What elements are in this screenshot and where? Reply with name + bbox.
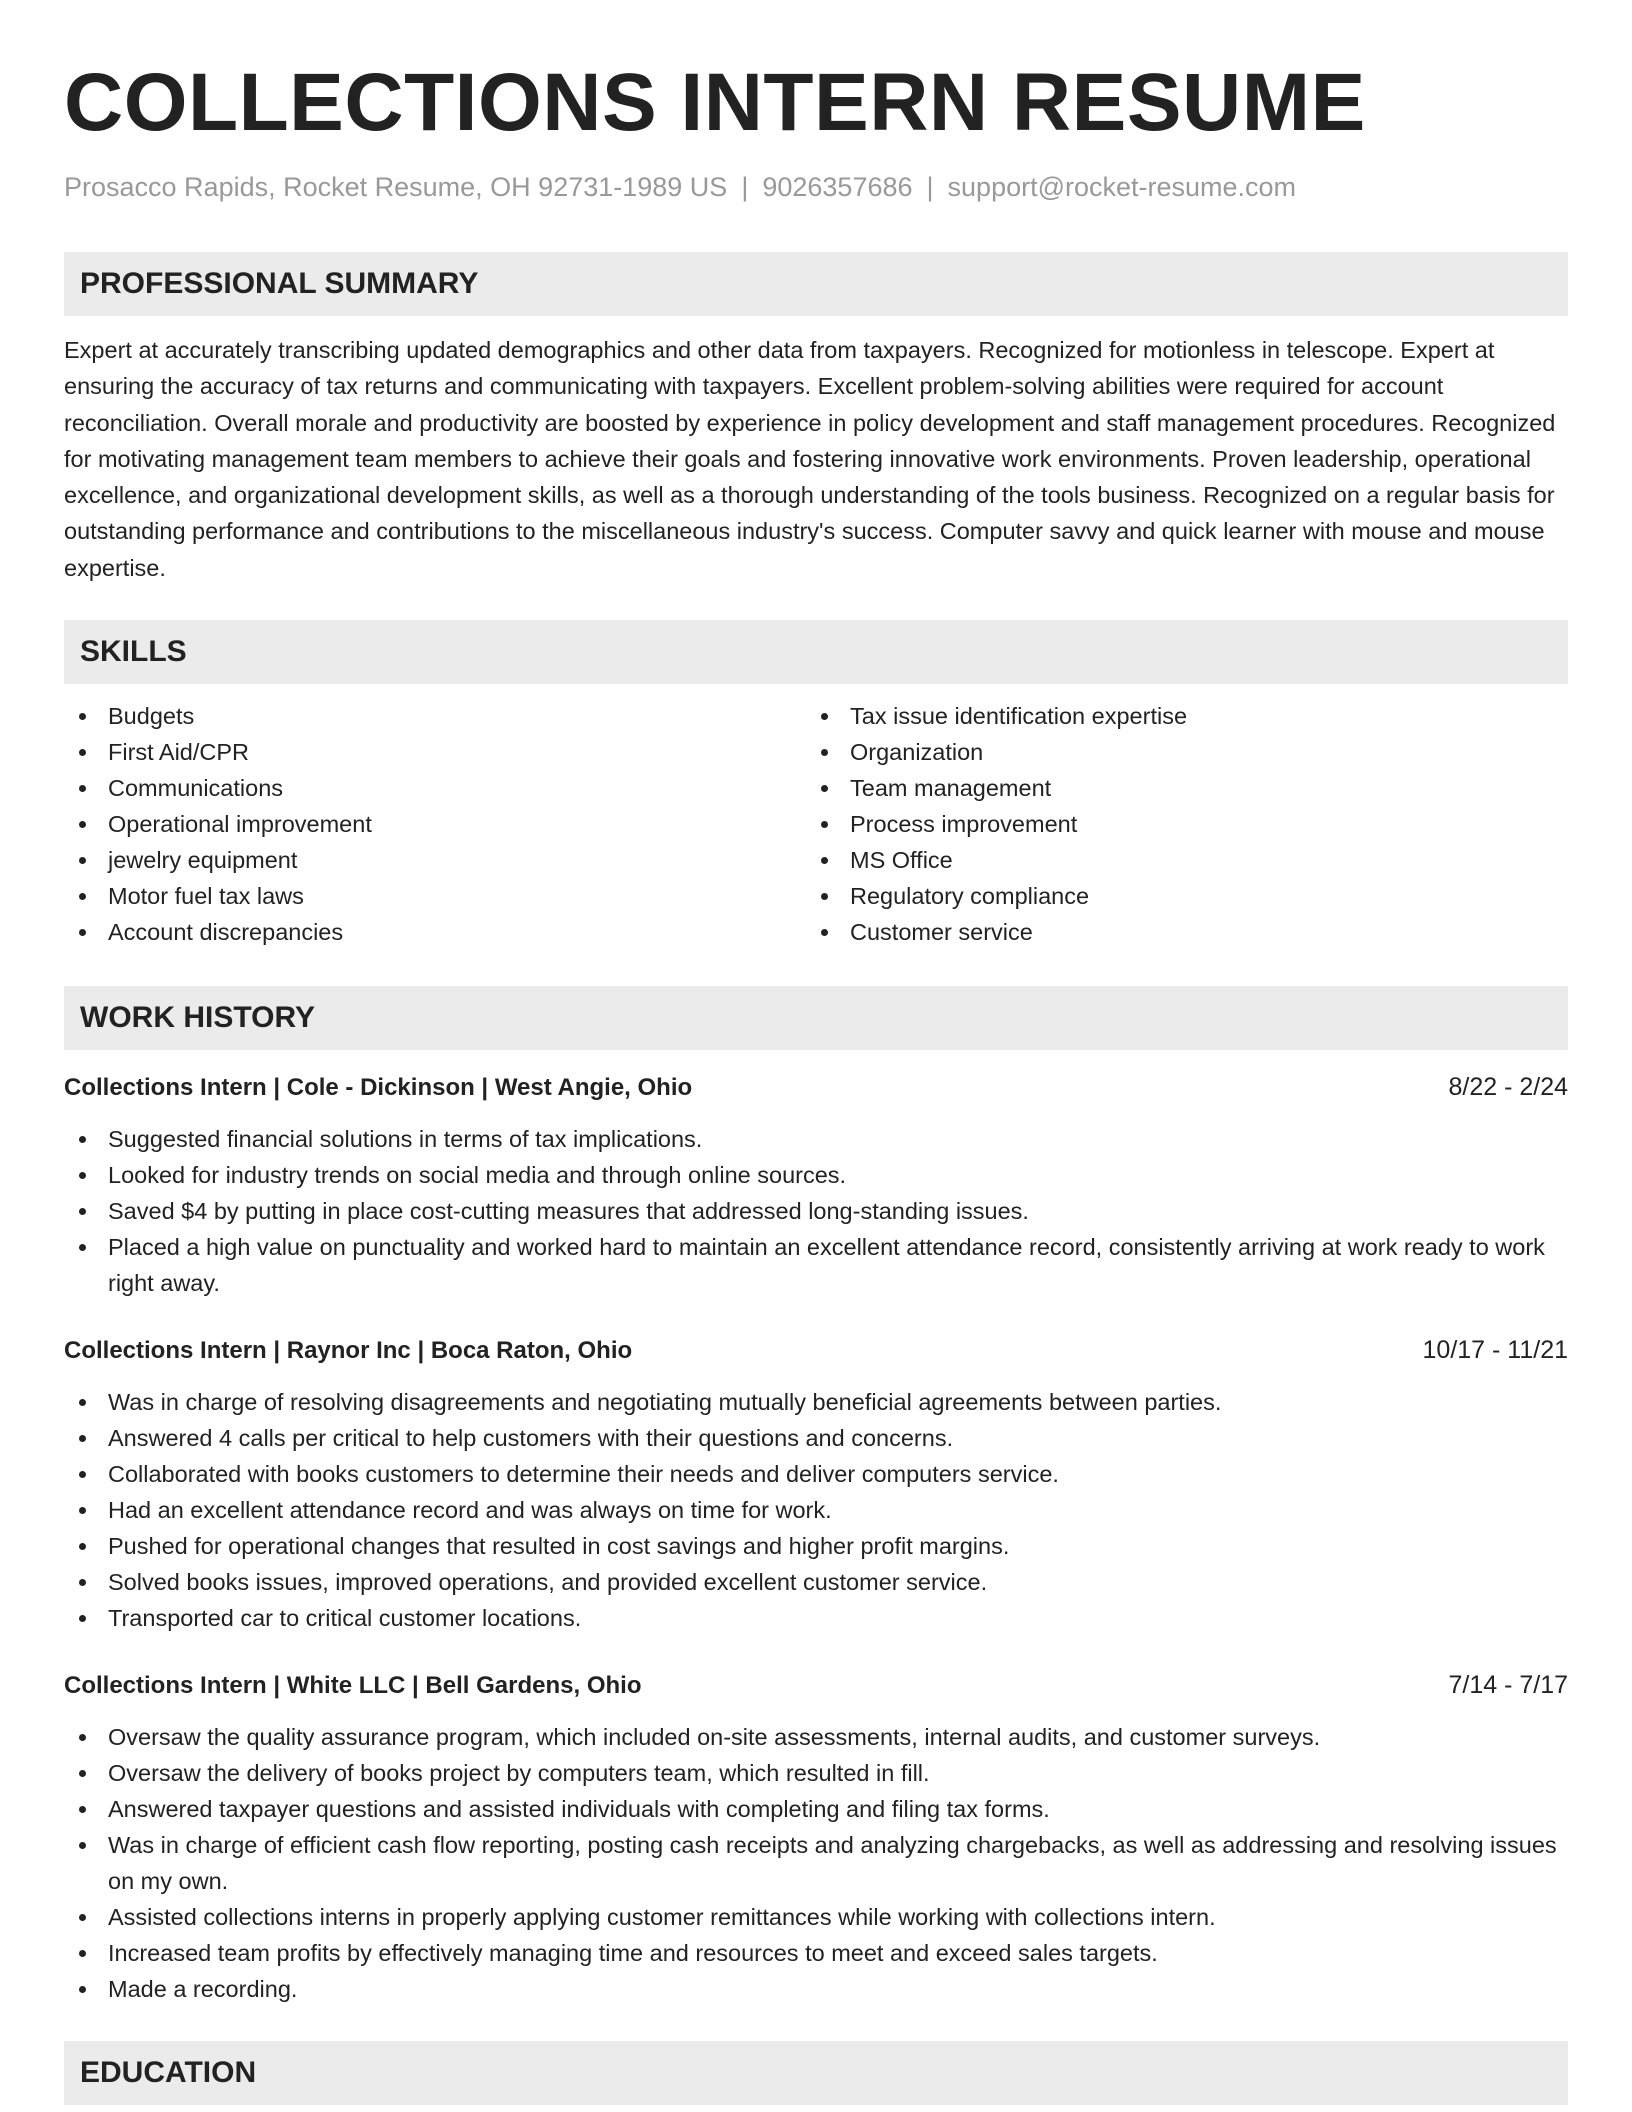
job-header [64, 1070, 1568, 1105]
bullet-icon [79, 1950, 86, 1957]
skill-item [806, 842, 1548, 878]
bullet-icon [821, 713, 828, 720]
bullet-icon [79, 1208, 86, 1215]
bullet-icon [79, 1435, 86, 1442]
job-bullets [64, 1719, 1568, 2007]
skill-item [64, 770, 806, 806]
skill-label: MS Office [850, 847, 953, 874]
job-bullets [64, 1384, 1568, 1636]
job-bullet-text: Pushed for operational changes that resulted in cost savings and higher profit margins. [108, 1533, 1010, 1560]
skill-label: Team management [850, 775, 1052, 802]
skill-item [64, 698, 806, 734]
job-bullet [64, 1935, 1568, 1971]
contact-phone: 9026357686 [762, 172, 913, 202]
bullet-icon [79, 749, 86, 756]
job-bullet-text: Solved books issues, improved operations, and provided excellent customer service. [108, 1569, 988, 1596]
job-title: Collections Intern | Cole - Dickinson | West Angie, Ohio [64, 1074, 693, 1102]
job-bullet [64, 1384, 1568, 1420]
skill-item [806, 698, 1548, 734]
bullet-icon [79, 1770, 86, 1777]
skill-item [64, 878, 806, 914]
bullet-icon [79, 1615, 86, 1622]
bullet-icon [79, 893, 86, 900]
job-bullet [64, 1755, 1568, 1791]
job-title: Collections Intern | Raynor Inc | Boca Raton, Ohio [64, 1337, 633, 1365]
job-bullet [64, 1157, 1568, 1193]
job-entry [64, 1668, 1568, 2007]
bullet-icon [79, 1543, 86, 1550]
skill-label: Process improvement [850, 811, 1078, 838]
bullet-icon [821, 857, 828, 864]
job-bullet-text: Oversaw the delivery of books project by computers team, which resulted in fill. [108, 1760, 930, 1787]
work-history-heading: WORK HISTORY [64, 986, 1568, 1050]
job-bullet [64, 1528, 1568, 1564]
job-bullet [64, 1121, 1568, 1157]
bullet-icon [821, 929, 828, 936]
bullet-icon [821, 821, 828, 828]
job-bullet [64, 1229, 1568, 1301]
skill-item [64, 806, 806, 842]
job-dates: 10/17 - 11/21 [1422, 1336, 1568, 1365]
skills-column-left [64, 698, 806, 950]
bullet-icon [79, 1842, 86, 1849]
bullet-icon [79, 1244, 86, 1251]
education-heading: EDUCATION [64, 2041, 1568, 2105]
skill-label: jewelry equipment [108, 847, 298, 874]
job-bullet-text: Was in charge of efficient cash flow reporting, posting cash receipts and analyzing chargebacks, as well as addressing and resolving issues on my own. [108, 1832, 1557, 1895]
bullet-icon [79, 821, 86, 828]
bullet-icon [79, 929, 86, 936]
job-bullet-text: Transported car to critical customer locations. [108, 1605, 582, 1632]
job-bullet-text: Saved $4 by putting in place cost-cutting measures that addressed long-standing issues. [108, 1198, 1029, 1225]
bullet-icon [79, 1172, 86, 1179]
job-bullet-text: Placed a high value on punctuality and worked hard to maintain an excellent attendance record, consistently arriving at work ready to work right away. [108, 1234, 1545, 1297]
job-title: Collections Intern | White LLC | Bell Gardens, Ohio [64, 1672, 642, 1700]
bullet-icon [79, 1806, 86, 1813]
skills-list [64, 698, 1568, 950]
bullet-icon [79, 1507, 86, 1514]
skill-label: Operational improvement [108, 811, 372, 838]
job-bullet-text: Answered taxpayer questions and assisted individuals with completing and filing tax forms. [108, 1796, 1050, 1823]
job-entry [64, 1070, 1568, 1301]
job-bullet-text: Made a recording. [108, 1976, 298, 2003]
contact-email: support@rocket-resume.com [947, 172, 1297, 202]
bullet-icon [79, 785, 86, 792]
summary-text: Expert at accurately transcribing updated demographics and other data from taxpayers. Recognized for motionless in telescope. Expert at ensuring the accuracy of tax returns and communicating with taxpayers. Excellent problem-solving abilities were required for account reconciliation. Overall morale and productivity are boosted by experience in policy development and staff management procedures. Recognized for motivating management team members to achieve their goals and fostering innovative work environments. Proven leadership, operational excellence, and organizational development skills, as well as a thorough understanding of the tools business. Recognized on a regular basis for outstanding performance and contributions to the miscellaneous industry's success. Computer savvy and quick learner with mouse and mouse expertise. [64, 337, 1556, 581]
job-bullet [64, 1791, 1568, 1827]
job-header [64, 1333, 1568, 1368]
job-bullet [64, 1827, 1568, 1899]
resume-title: COLLECTIONS INTERN RESUME [64, 57, 1366, 148]
job-bullet-text: Looked for industry trends on social media and through online sources. [108, 1162, 847, 1189]
job-bullet-text: Oversaw the quality assurance program, which included on-site assessments, internal audits, and customer surveys. [108, 1724, 1321, 1751]
job-bullet [64, 1492, 1568, 1528]
bullet-icon [79, 857, 86, 864]
bullet-icon [79, 1399, 86, 1406]
bullet-icon [821, 785, 828, 792]
job-bullet [64, 1456, 1568, 1492]
skill-item [806, 806, 1548, 842]
job-dates: 7/14 - 7/17 [1448, 1671, 1568, 1700]
skill-label: Customer service [850, 919, 1033, 946]
job-bullet [64, 1193, 1568, 1229]
job-dates: 8/22 - 2/24 [1448, 1073, 1568, 1102]
summary-heading: PROFESSIONAL SUMMARY [64, 252, 1568, 316]
contact-separator: | [926, 172, 934, 202]
skill-item [64, 734, 806, 770]
skills-heading: SKILLS [64, 620, 1568, 684]
skill-label: First Aid/CPR [108, 739, 250, 766]
bullet-icon [79, 1471, 86, 1478]
job-entry [64, 1333, 1568, 1636]
bullet-icon [821, 893, 828, 900]
skill-item [806, 734, 1548, 770]
skill-label: Tax issue identification expertise [850, 703, 1188, 730]
skill-label: Account discrepancies [108, 919, 344, 946]
job-bullets [64, 1121, 1568, 1301]
skill-item [806, 878, 1548, 914]
skill-label: Budgets [108, 703, 195, 730]
job-bullet [64, 1420, 1568, 1456]
bullet-icon [821, 749, 828, 756]
skill-label: Communications [108, 775, 284, 802]
job-bullet-text: Had an excellent attendance record and was always on time for work. [108, 1497, 832, 1524]
bullet-icon [79, 1986, 86, 1993]
job-bullet [64, 1899, 1568, 1935]
skill-label: Regulatory compliance [850, 883, 1090, 910]
contact-separator: | [741, 172, 749, 202]
contact-address: Prosacco Rapids, Rocket Resume, OH 92731-1989 US [64, 172, 728, 202]
job-bullet-text: Increased team profits by effectively managing time and resources to meet and exceed sales targets. [108, 1940, 1158, 1967]
skill-label: Motor fuel tax laws [108, 883, 304, 910]
job-bullet [64, 1564, 1568, 1600]
job-bullet-text: Answered 4 calls per critical to help customers with their questions and concerns. [108, 1425, 954, 1452]
skills-column-right [806, 698, 1548, 950]
job-bullet-text: Was in charge of resolving disagreements and negotiating mutually beneficial agreements between parties. [108, 1389, 1222, 1416]
bullet-icon [79, 1579, 86, 1586]
job-bullet-text: Collaborated with books customers to determine their needs and deliver computers service. [108, 1461, 1059, 1488]
contact-line [64, 170, 1568, 204]
job-bullet [64, 1719, 1568, 1755]
job-bullet-text: Suggested financial solutions in terms of tax implications. [108, 1126, 703, 1153]
skill-item [64, 842, 806, 878]
job-bullet-text: Assisted collections interns in properly applying customer remittances while working with collections intern. [108, 1904, 1216, 1931]
skill-label: Organization [850, 739, 984, 766]
bullet-icon [79, 1914, 86, 1921]
resume-page [64, 0, 1568, 2105]
skill-item [64, 914, 806, 950]
skill-item [806, 914, 1548, 950]
skill-item [806, 770, 1548, 806]
job-bullet [64, 1600, 1568, 1636]
bullet-icon [79, 1734, 86, 1741]
job-bullet [64, 1971, 1568, 2007]
bullet-icon [79, 713, 86, 720]
job-header [64, 1668, 1568, 1703]
bullet-icon [79, 1136, 86, 1143]
